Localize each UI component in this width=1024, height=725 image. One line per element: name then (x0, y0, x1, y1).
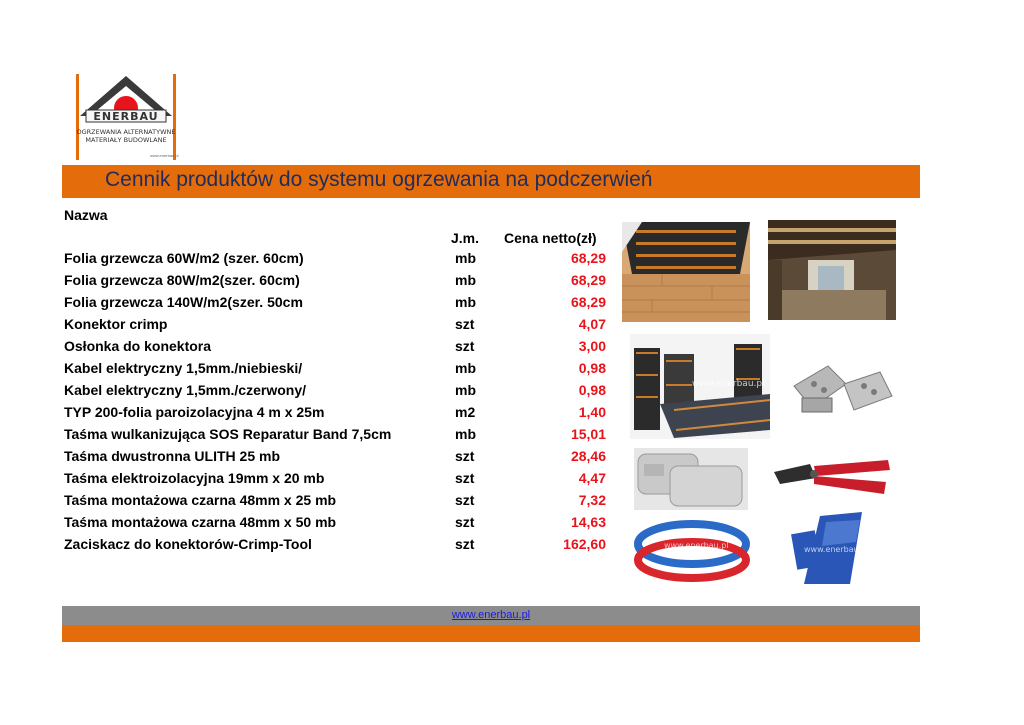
page-title: Cennik produktów do systemu ogrzewania na podczerwień (105, 168, 653, 191)
product-price: 0,98 (578, 382, 606, 398)
logo-url: www.enerbau.pl (150, 153, 179, 158)
product-name: Taśma montażowa czarna 48mm x 25 mb (64, 492, 337, 508)
table-row (0, 382, 620, 404)
product-unit: mb (455, 360, 476, 376)
product-unit: mb (455, 426, 476, 442)
product-price: 0,98 (578, 360, 606, 376)
product-unit: szt (455, 338, 475, 354)
header-unit: J.m. (451, 230, 480, 246)
table-row (0, 426, 620, 448)
table-row (0, 272, 620, 294)
product-unit: szt (455, 316, 475, 332)
attic-installation-image (768, 220, 896, 320)
product-price: 15,01 (570, 426, 606, 442)
product-price: 68,29 (570, 294, 606, 310)
product-price: 14,63 (570, 514, 606, 530)
product-price: 4,47 (578, 470, 606, 486)
product-name: Zaciskacz do konektorów-Crimp-Tool (64, 536, 312, 552)
product-price: 1,40 (578, 404, 606, 420)
product-name: Taśma dwustronna ULITH 25 mb (64, 448, 280, 464)
table-row (0, 316, 620, 338)
product-unit: szt (455, 514, 475, 530)
product-name: Folia grzewcza 80W/m2(szer. 60cm) (64, 272, 300, 288)
product-name: Kabel elektryczny 1,5mm./niebieski/ (64, 360, 303, 376)
footer-orange-bar (62, 625, 920, 642)
table-row (0, 492, 620, 514)
product-unit: m2 (455, 404, 476, 420)
product-unit: mb (455, 272, 476, 288)
crimp-tool-image (770, 456, 892, 500)
table-row (0, 360, 620, 382)
table-row (0, 514, 620, 536)
product-price: 68,29 (570, 250, 606, 266)
product-price: 4,07 (578, 316, 606, 332)
product-name: Taśma wulkanizująca SOS Reparatur Band 7,5cm (64, 426, 392, 442)
blue-tape-image (790, 512, 900, 584)
product-price: 28,46 (570, 448, 606, 464)
footer-website-link[interactable]: www.enerbau.pl (451, 609, 531, 621)
product-price: 7,32 (578, 492, 606, 508)
product-name: Folia grzewcza 140W/m2(szer. 50cm (64, 294, 303, 310)
logo-tagline: OGRZEWANIA ALTERNATYWNE MATERIAŁY BUDOWLANE (76, 128, 176, 144)
product-unit: szt (455, 448, 475, 464)
svg-text:ENERBAU: ENERBAU (93, 110, 159, 123)
connector-covers-image (634, 448, 748, 510)
product-name: Folia grzewcza 60W/m2 (szer. 60cm) (64, 250, 304, 266)
enerbau-logo (72, 72, 180, 164)
product-name: Konektor crimp (64, 316, 168, 332)
product-price: 162,60 (563, 536, 606, 552)
product-name: Kabel elektryczny 1,5mm./czerwony/ (64, 382, 306, 398)
product-price: 3,00 (578, 338, 606, 354)
crimp-connectors-image (788, 356, 896, 428)
product-name: Taśma montażowa czarna 48mm x 50 mb (64, 514, 337, 530)
header-name: Nazwa (64, 207, 108, 223)
table-row (0, 338, 620, 360)
electric-cables-image (634, 518, 750, 582)
watermark-label: www.enerbau.pl (692, 379, 765, 389)
heating-foil-floor-image (622, 222, 750, 322)
heating-foil-rolls-image (630, 334, 770, 439)
product-name: Taśma elektroizolacyjna 19mm x 20 mb (64, 470, 325, 486)
table-row (0, 448, 620, 470)
table-row (0, 536, 620, 558)
product-unit: mb (455, 250, 476, 266)
product-unit: szt (455, 536, 475, 552)
table-row (0, 470, 620, 492)
product-unit: mb (455, 382, 476, 398)
header-price: Cena netto(zł) (504, 230, 597, 246)
product-name: TYP 200-folia paroizolacyjna 4 m x 25m (64, 404, 325, 420)
table-row (0, 294, 620, 316)
product-unit: szt (455, 470, 475, 486)
product-name: Osłonka do konektora (64, 338, 212, 354)
watermark-label: www.enerbau.pl (664, 541, 729, 550)
table-row (0, 404, 620, 426)
product-unit: szt (455, 492, 475, 508)
table-row (0, 250, 620, 272)
product-unit: mb (455, 294, 476, 310)
product-price: 68,29 (570, 272, 606, 288)
watermark-label: www.enerbau.pl (804, 545, 869, 554)
